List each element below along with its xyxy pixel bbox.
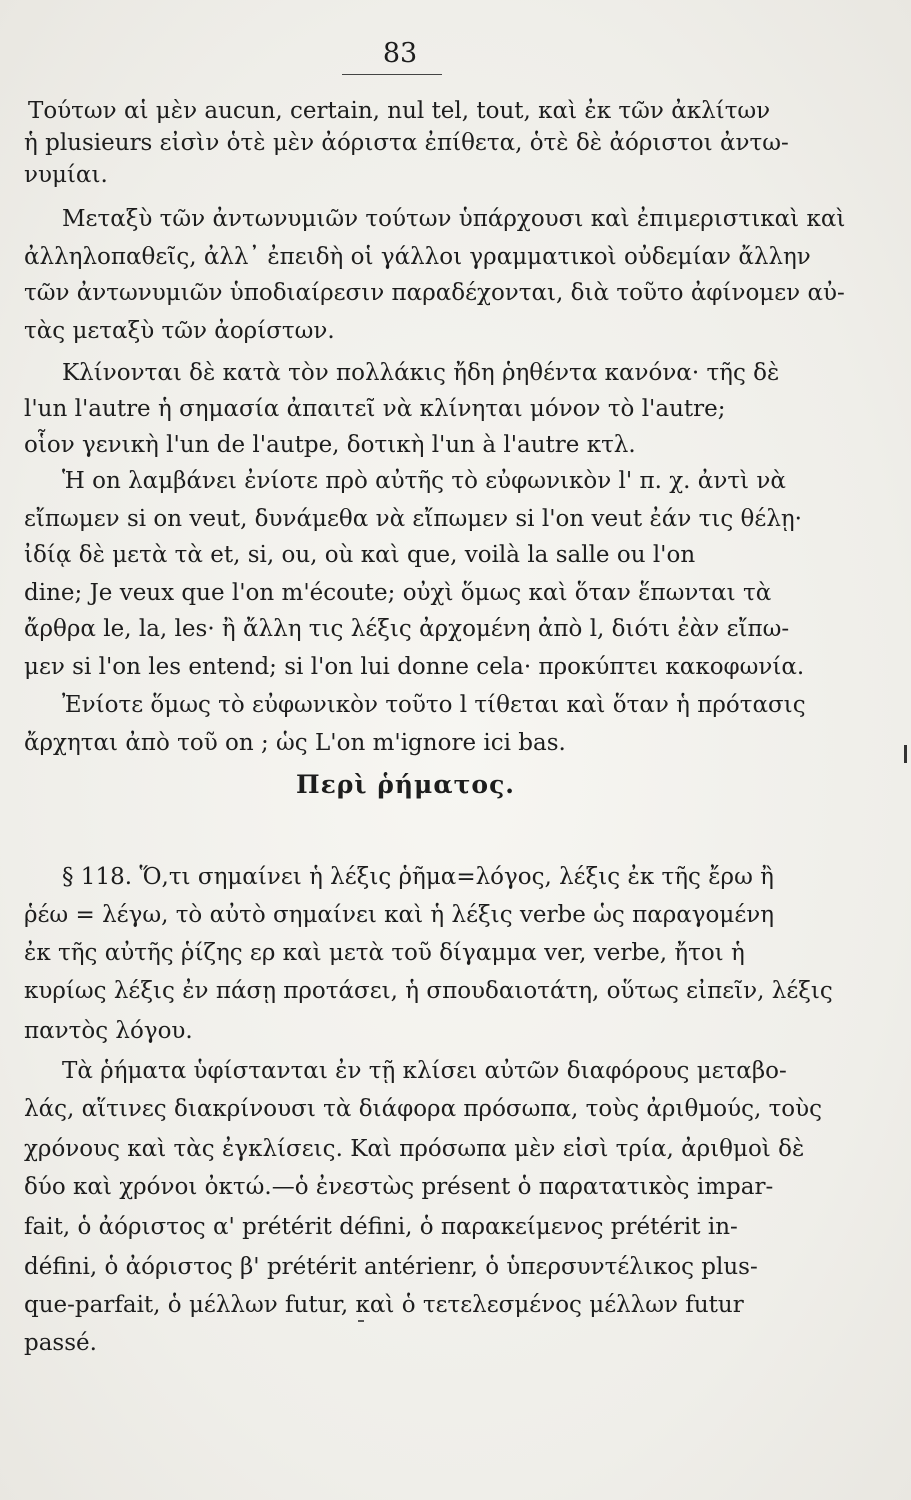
text-line: ἐκ τῆς αὐτῆς ῥίζης ερ καὶ μετὰ τοῦ δίγαμμα ver, verbe, ἤτοι ἡ <box>24 940 745 966</box>
text-line: ἰδίᾳ δὲ μετὰ τὰ et, si, ou, où καὶ que, voilà la salle ou l'on <box>24 542 696 568</box>
text-line: χρόνους καὶ τὰς ἐγκλίσεις. Καὶ πρόσωπα μὲν εἰσὶ τρία, ἀριθμοὶ δὲ <box>24 1136 805 1162</box>
text-line: Ἐνίοτε ὅμως τὸ εὐφωνικὸν τοῦτο l τίθεται καὶ ὅταν ἡ πρότασις <box>62 692 806 718</box>
text-line: εἴπωμεν si on veut, δυνάμεθα νὰ εἴπωμεν si l'on veut ἐάν τις θέλῃ· <box>24 506 802 532</box>
text-line: l'un l'autre ἡ σημασία ἀπαιτεῖ νὰ κλίνηται μόνον τὸ l'autre; <box>24 396 726 422</box>
text-line: passé. <box>24 1330 97 1356</box>
text-line: μεν si l'on les entend; si l'on lui donne cela· προκύπτει κακοφωνία. <box>24 654 805 680</box>
text-line: τὰς μεταξὺ τῶν ἀορίστων. <box>24 318 335 344</box>
page-number: 83 <box>382 38 418 69</box>
text-line: Κλίνονται δὲ κατὰ τὸν πολλάκις ἤδη ῥηθέντα κανόνα· τῆς δὲ <box>62 360 780 386</box>
text-line: ἡ plusieurs εἰσὶν ὁτὲ μὲν ἀόριστα ἐπίθετα, ὁτὲ δὲ ἀόριστοι ἀντω- <box>24 130 789 156</box>
text-line: λάς, αἵτινες διακρίνουσι τὰ διάφορα πρόσωπα, τοὺς ἀριθμούς, τοὺς <box>24 1096 823 1122</box>
text-line: Τὰ ῥήματα ὑφίστανται ἐν τῇ κλίσει αὐτῶν διαφόρους μεταβο- <box>62 1058 787 1084</box>
text-line: ἄρχηται ἀπὸ τοῦ on ; ὡς L'on m'ignore ici bas. <box>24 730 566 756</box>
text-line: dine; Je veux que l'on m'écoute; οὐχὶ ὅμως καὶ ὅταν ἕπωνται τὰ <box>24 580 772 606</box>
text-line: τῶν ἀντωνυμιῶν ὑποδιαίρεσιν παραδέχονται, διὰ τοῦτο ἀφίνομεν αὐ- <box>24 280 845 306</box>
text-line: que-parfait, ὁ μέλλων futur, καὶ ὁ τετελεσμένος μέλλων futur <box>24 1292 744 1318</box>
text-line: οἷον γενικὴ l'un de l'autpe, δοτικὴ l'un à l'autre κτλ. <box>24 432 636 458</box>
text-line: fait, ὁ ἀόριστος α' prétérit défini, ὁ παρακείμενος prétérit in- <box>24 1214 738 1240</box>
text-line: Μεταξὺ τῶν ἀντωνυμιῶν τούτων ὑπάρχουσι καὶ ἐπιμεριστικαὶ καὶ <box>62 206 846 232</box>
text-line: défini, ὁ ἀόριστος β' prétérit antérienr, ὁ ὑπερσυντέλικος plus- <box>24 1254 758 1280</box>
text-line: νυμίαι. <box>24 162 108 188</box>
page-number-rule <box>342 74 442 75</box>
text-line: ἀλληλοπαθεῖς, ἀλλ᾽ ἐπειδὴ οἱ γάλλοι γραμματικοὶ οὐδεμίαν ἄλλην <box>24 244 811 270</box>
text-line: ἄρθρα le, la, les· ἢ ἄλλη τις λέξις ἀρχομένη ἀπὸ l, διότι ἐὰν εἴπω- <box>24 616 790 642</box>
text-line: Τούτων αἱ μὲν aucun, certain, nul tel, tout, καὶ ἐκ τῶν ἀκλίτων <box>28 98 771 124</box>
text-line: κυρίως λέξις ἐν πάσῃ προτάσει, ἡ σπουδαιοτάτη, οὕτως εἰπεῖν, λέξις <box>24 978 833 1004</box>
text-line: Ἡ on λαμβάνει ἐνίοτε πρὸ αὐτῆς τὸ εὐφωνικὸν l' π. χ. ἀντὶ νὰ <box>62 468 786 494</box>
scan-artifact-mark <box>904 745 907 763</box>
section-heading: Περὶ ῥήματος. <box>296 770 515 799</box>
text-line: § 118. Ὅ,τι σημαίνει ἡ λέξις ῥῆμα=λόγος, λέξις ἐκ τῆς ἔρω ἢ <box>62 864 774 890</box>
text-line: δύο καὶ χρόνοι ὀκτώ.—ὁ ἐνεστὼς présent ὁ παρατατικὸς impar- <box>24 1174 774 1200</box>
scan-artifact-dash <box>358 1320 364 1322</box>
text-line: παντὸς λόγου. <box>24 1018 193 1044</box>
text-line: ῥέω = λέγω, τὸ αὐτὸ σημαίνει καὶ ἡ λέξις verbe ὡς παραγομένη <box>24 902 774 928</box>
